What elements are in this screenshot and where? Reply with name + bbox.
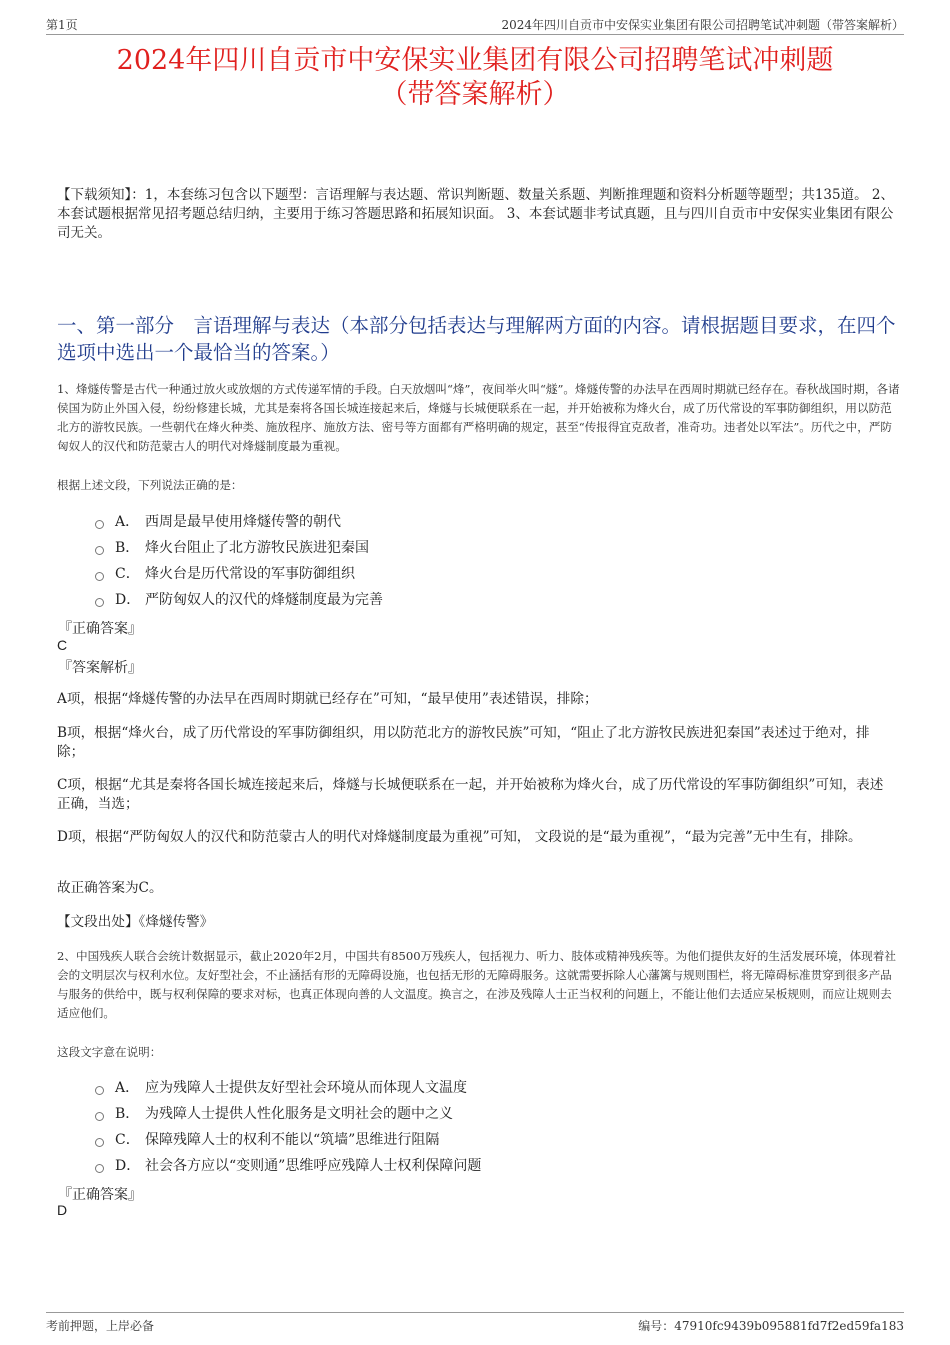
question-1-option-b[interactable]: B． 烽火台阻止了北方游牧民族进犯秦国 xyxy=(95,534,383,560)
page-title-line2: （带答案解析） xyxy=(380,79,570,110)
question-1-text: 1、烽燧传警是古代一种通过放火或放烟的方式传递军情的手段。白天放烟叫“烽”，夜间举火叫“燧”。烽燧传警的办法早在西周时期就已经存在。春秋战国时期，各诸侯国为防止外国入侵，纷纷修建长城，尤其是秦将各国长城连接起来后，烽燧与长城便联系在一起，并开始被称为烽火台，成了历代常设的军事防御组织，用以防范北方的游牧民族。一些朝代在烽火种类、施放程序、施放方法、密号等方面都有严格明确的规定，甚至“传报得宜克敌者，准奇功。违者处以军法”。历代之中，严防匈奴人的汉代和防范蒙古人的明代对烽燧制度最为重视。 xyxy=(57,382,900,453)
page-title xyxy=(40,44,910,112)
question-1-prompt: 根据上述文段，下列说法正确的是： xyxy=(57,478,243,492)
question-1-answer: C xyxy=(57,637,68,653)
question-1-option-a[interactable]: A． 西周是最早使用烽燧传警的朝代 xyxy=(95,508,383,534)
analysis-item: B项，根据“烽火台，成了历代常设的军事防御组织，用以防范北方的游牧民族”可知，“阻止了北方游牧民族进犯秦国”表述过于绝对，排除； xyxy=(57,725,870,760)
page-header xyxy=(46,14,904,35)
question-1-options xyxy=(95,508,383,612)
radio-icon[interactable] xyxy=(95,520,104,529)
question-2-option-d[interactable]: D． 社会各方应以“变则通”思维呼应残障人士权利保障问题 xyxy=(95,1152,481,1178)
footer-slogan: 考前押题，上岸必备 xyxy=(46,1319,155,1333)
radio-icon[interactable] xyxy=(95,546,104,555)
page-number: 第1页 xyxy=(46,18,78,32)
question-1-option-d[interactable]: D． 严防匈奴人的汉代的烽燧制度最为完善 xyxy=(95,586,383,612)
question-2-answer-label: 『正确答案』 xyxy=(58,1187,142,1203)
download-notice: 【下载须知】：1，本套练习包含以下题型：言语理解与表达题、常识判断题、数量关系题、判断推理题和资料分析题等题型；共135道。 2、本套试题根据常见招考题总结归纳，主要用于练习答题思路和拓展知识面。 3、本套试题非考试真题，且与四川自贡市中安保实业集团有限公司无关。 xyxy=(57,187,894,241)
question-1-source: 【文段出处】《烽燧传警》 xyxy=(57,914,214,930)
header-doc-title: 2024年四川自贡市中安保实业集团有限公司招聘笔试冲刺题（带答案解析） xyxy=(501,18,904,32)
radio-icon[interactable] xyxy=(95,1164,104,1173)
question-2-option-a[interactable]: A． 应为残障人士提供友好型社会环境从而体现人文温度 xyxy=(95,1074,481,1100)
question-1-option-c[interactable]: C． 烽火台是历代常设的军事防御组织 xyxy=(95,560,383,586)
question-2-answer: D xyxy=(57,1202,68,1218)
page-title-line1: 2024年四川自贡市中安保实业集团有限公司招聘笔试冲刺题 xyxy=(116,45,834,76)
footer-serial: 编号：47910fc9439b095881fd7f2ed59fa183 xyxy=(638,1319,904,1333)
question-2-prompt: 这段文字意在说明： xyxy=(57,1045,162,1059)
analysis-item: C项，根据“尤其是秦将各国长城连接起来后，烽燧与长城便联系在一起，并开始被称为烽火台，成了历代常设的军事防御组织”可知，表述正确，当选； xyxy=(57,777,884,812)
question-1-answer-label: 『正确答案』 xyxy=(58,621,142,637)
analysis-item: A项，根据“烽燧传警的办法早在西周时期就已经存在”可知，“最早使用”表述错误，排除； xyxy=(57,691,598,707)
radio-icon[interactable] xyxy=(95,1138,104,1147)
question-2-option-c[interactable]: C． 保障残障人士的权利不能以“筑墙”思维进行阻隔 xyxy=(95,1126,481,1152)
radio-icon[interactable] xyxy=(95,572,104,581)
question-1-analysis-label: 『答案解析』 xyxy=(58,660,142,676)
question-2-options xyxy=(95,1074,481,1178)
page-footer xyxy=(46,1312,904,1335)
section-title: 一、第一部分 言语理解与表达（本部分包括表达与理解两方面的内容。请根据题目要求，在四个选项中选出一个最恰当的答案。） xyxy=(57,314,896,364)
radio-icon[interactable] xyxy=(95,1086,104,1095)
analysis-conclusion: 故正确答案为C。 xyxy=(57,880,163,896)
radio-icon[interactable] xyxy=(95,1112,104,1121)
question-2-option-b[interactable]: B． 为残障人士提供人性化服务是文明社会的题中之义 xyxy=(95,1100,481,1126)
question-2-text: 2、中国残疾人联合会统计数据显示，截止2020年2月，中国共有8500万残疾人，包括视力、听力、肢体或精神残疾等。为他们提供友好的生活发展环境，体现着社会的文明层次与权利水位。友好型社会，不止涵括有形的无障碍设施，也包括无形的无障碍服务。这就需要拆除人心藩篱与规则围栏，将无障碍标准贯穿到很多产品与服务的供给中，既与权利保障的要求对标，也真正体现向善的人文温度。换言之，在涉及残障人士正当权利的问题上，不能让他们去适应呆板规则，而应让规则去适应他们。 xyxy=(57,949,896,1020)
analysis-item: D项，根据“严防匈奴人的汉代和防范蒙古人的明代对烽燧制度最为重视”可知， 文段说的是“最为重视”，“最为完善”无中生有，排除。 xyxy=(57,829,862,845)
radio-icon[interactable] xyxy=(95,598,104,607)
